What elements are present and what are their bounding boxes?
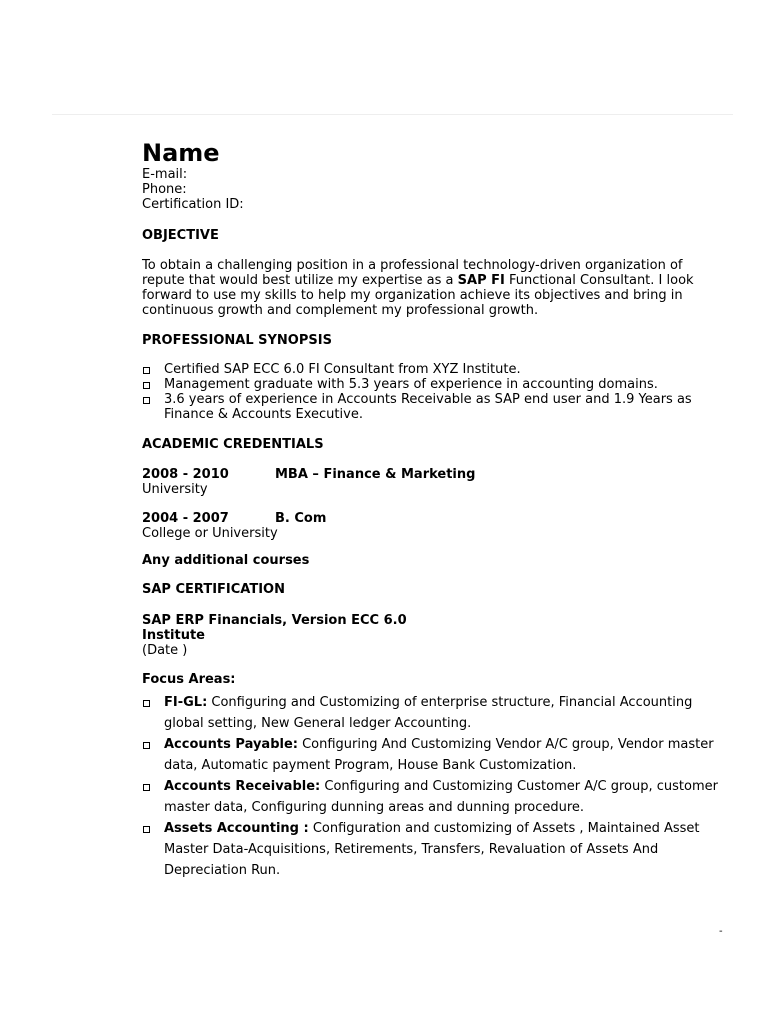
email-line: E-mail:	[142, 167, 188, 182]
education-years: 2004 - 2007	[142, 511, 229, 526]
focus-item-label: FI-GL:	[164, 695, 208, 710]
focus-item-text: Configuring and Customizing Customer A/C group, customer master data, Configuring dunning areas and dunning procedure.	[164, 779, 718, 815]
square-bullet-icon	[143, 700, 150, 707]
list-item	[142, 392, 722, 422]
education-entry-title	[142, 467, 722, 482]
certification-institute: Institute	[142, 628, 206, 643]
synopsis-item-text: Certified SAP ECC 6.0 FI Consultant from XYZ Institute.	[164, 362, 521, 377]
focus-item-label: Assets Accounting :	[164, 821, 309, 836]
list-item	[142, 377, 722, 392]
list-item	[142, 692, 722, 734]
square-bullet-icon	[143, 784, 150, 791]
synopsis-section	[142, 333, 722, 422]
certification-title: SAP ERP Financials, Version ECC 6.0	[142, 613, 407, 628]
focus-item-text: Configuring and Customizing of enterprise structure, Financial Accounting global setting, New General ledger Accounting.	[164, 695, 693, 731]
certification-id-line: Certification ID:	[142, 197, 244, 212]
objective-text-end: Functional Consultant. I look forward to use my skills to help my organization achieve its objectives and bring in continuous growth and complement my professional growth.	[142, 273, 694, 318]
education-entry-title	[142, 511, 722, 526]
education-institution: University	[142, 482, 208, 497]
objective-text	[142, 258, 722, 318]
objective-section	[142, 228, 722, 318]
objective-highlight: SAP FI	[457, 273, 505, 288]
square-bullet-icon	[143, 397, 150, 404]
square-bullet-icon	[143, 742, 150, 749]
list-item	[142, 734, 722, 776]
education-entry	[142, 467, 722, 497]
list-item	[142, 818, 722, 881]
academics-section	[142, 437, 722, 568]
additional-courses: Any additional courses	[142, 553, 310, 568]
academics-heading: ACADEMIC CREDENTIALS	[142, 437, 324, 452]
education-years: 2008 - 2010	[142, 467, 229, 482]
candidate-name: Name	[142, 139, 220, 167]
square-bullet-icon	[143, 826, 150, 833]
focus-item-text: Configuring And Customizing Vendor A/C group, Vendor master data, Automatic payment Program, House Bank Customization.	[164, 737, 714, 773]
education-entry	[142, 511, 722, 541]
resume-header	[142, 139, 722, 212]
objective-text-start: To obtain a challenging position in a professional technology-driven organization of repute that would best utilize my expertise as a	[142, 258, 683, 288]
square-bullet-icon	[143, 367, 150, 374]
focus-areas-list	[142, 692, 722, 881]
resume-content	[142, 139, 722, 881]
education-degree: MBA – Finance & Marketing	[275, 467, 476, 482]
education-degree: B. Com	[275, 511, 327, 526]
phone-line: Phone:	[142, 182, 187, 197]
synopsis-list	[142, 362, 722, 422]
certification-date: (Date )	[142, 643, 188, 658]
page-corner-mark: -	[719, 926, 723, 937]
synopsis-item-text: 3.6 years of experience in Accounts Receivable as SAP end user and 1.9 Years as Finance & Accounts Executive.	[164, 392, 692, 422]
list-item	[142, 776, 722, 818]
focus-areas-heading: Focus Areas:	[142, 672, 236, 687]
certification-heading: SAP CERTIFICATION	[142, 582, 285, 597]
square-bullet-icon	[143, 382, 150, 389]
focus-item-label: Accounts Payable:	[164, 737, 298, 752]
synopsis-heading: PROFESSIONAL SYNOPSIS	[142, 333, 332, 348]
objective-heading: OBJECTIVE	[142, 228, 219, 243]
focus-item-text: Configuration and customizing of Assets , Maintained Asset Master Data-Acquisitions, Retirements, Transfers, Revaluation of Assets And Depreciation Run.	[164, 821, 700, 878]
top-divider	[52, 114, 733, 115]
synopsis-item-text: Management graduate with 5.3 years of experience in accounting domains.	[164, 377, 658, 392]
focus-item-label: Accounts Receivable:	[164, 779, 321, 794]
certification-section	[142, 582, 722, 881]
education-institution: College or University	[142, 526, 278, 541]
list-item	[142, 362, 722, 377]
